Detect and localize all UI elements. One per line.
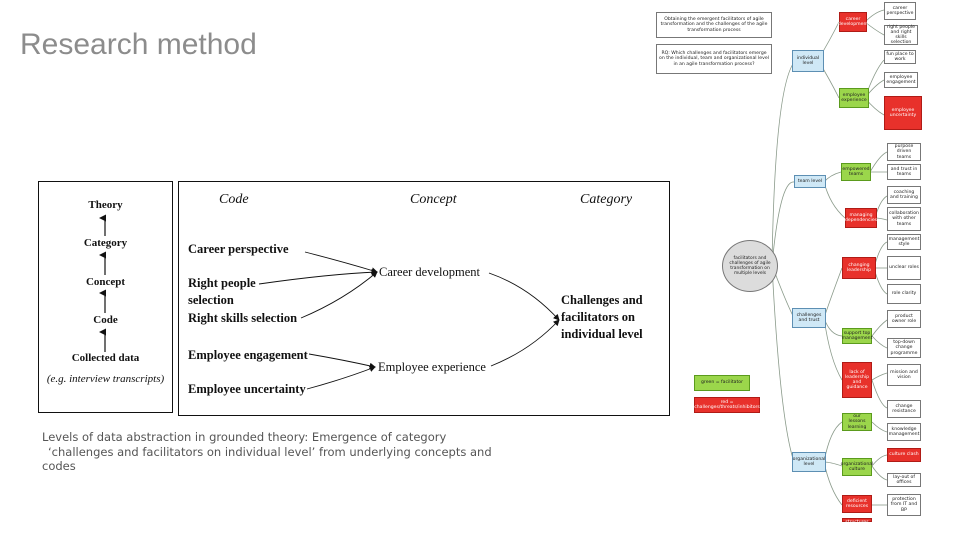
node-support-top-management: support top management: [842, 328, 872, 344]
arrow-career-development: [489, 273, 559, 320]
legend-challenge: red = challenges/threats/inhibitors: [694, 397, 760, 413]
mindmap: [650, 0, 928, 525]
node-role-clarity: role clarity: [887, 284, 921, 304]
node-change-resistance: change resistance: [887, 400, 921, 418]
arrow-career-perspective: [305, 252, 377, 272]
node-trust-teams: and trust in teams: [887, 164, 921, 180]
node-career-perspective: career perspective: [884, 2, 916, 20]
node-unclear-roles: unclear roles: [887, 256, 921, 280]
node-collaboration: collaboration with other teams: [887, 207, 921, 231]
node-top-down-change: top-down change programme: [887, 338, 921, 358]
level-concept: Concept: [85, 276, 126, 288]
mindmap-research-question: RQ: Which challenges and facilitators emerge on the individual, team and organizational level in an agile transformation process?: [656, 44, 772, 74]
mindmap-center-node: facilitators and challenges of agile transformation on multiple levels: [722, 240, 778, 292]
node-right-people: right people and right skills selection: [884, 25, 918, 45]
level-data-note: (e.g. interview transcripts): [46, 373, 165, 385]
concept-career-development: Career development: [379, 265, 480, 279]
level-category: Category: [83, 237, 128, 249]
header-category: Category: [580, 192, 633, 207]
node-career-development: career development: [839, 12, 867, 32]
slide-title: Research method: [20, 28, 257, 61]
arrow-employee-experience: [491, 320, 559, 366]
arrow-employee-uncertainty: [307, 367, 375, 389]
header-concept: Concept: [410, 192, 457, 207]
coding-figure: [178, 181, 670, 416]
node-lack-leadership: lack of leadership and guidance: [842, 362, 872, 398]
node-lessons-learning: our lessons learning: [842, 413, 872, 431]
node-challenges-trust: challenges and trust: [792, 308, 826, 328]
caption-line-1: Levels of data abstraction in grounded theory: Emergence of category: [42, 430, 447, 444]
node-management-style: management style: [887, 234, 921, 250]
node-organizational-level: organizational level: [792, 452, 826, 472]
caption-line-2: ‘challenges and facilitators on individual level’ from underlying concepts and: [48, 444, 492, 459]
abstraction-levels-figure: [38, 181, 173, 413]
node-protection-it: protection from IT and BP: [887, 494, 921, 516]
code-employee-uncertainty: Employee uncertainty: [188, 382, 306, 396]
arrow-right-people: [259, 272, 377, 284]
node-mission-vision: mission and vision: [887, 364, 921, 386]
code-right-skills: Right skills selection: [188, 311, 298, 325]
concept-employee-experience: Employee experience: [378, 360, 486, 374]
level-collected-data: Collected data: [71, 352, 140, 364]
code-right-people: Right people: [188, 276, 256, 290]
node-individual-level: individual level: [792, 50, 824, 72]
code-employee-engagement: Employee engagement: [188, 348, 308, 362]
node-employee-experience: employee experience: [839, 88, 869, 108]
header-code: Code: [219, 192, 249, 207]
node-culture-clash: culture clash: [887, 448, 921, 462]
node-knowledge-management: knowledge management: [887, 423, 921, 441]
node-layout-offices: lay-out of offices: [887, 473, 921, 487]
node-employee-engagement: employee engagement: [884, 72, 918, 88]
category-line-2: facilitators on: [561, 310, 635, 324]
level-theory: Theory: [88, 199, 123, 211]
legend-facilitator: green = facilitator: [694, 375, 750, 391]
node-informal-structures: informal structures: [842, 518, 872, 522]
node-coaching: coaching and training: [887, 186, 921, 204]
arrow-employee-engagement: [309, 354, 375, 367]
node-managing-dependencies: managing dependencies: [845, 208, 877, 228]
code-career-perspective: Career perspective: [188, 242, 289, 256]
node-employee-uncertainty: employee uncertainty: [884, 96, 922, 130]
node-product-owner: product owner role: [887, 310, 921, 328]
node-fun-place: fun place to work: [884, 50, 916, 64]
mindmap-objective: Obtaining the emergent facilitators of agile transformation and the challenges of the agile transformation process: [656, 12, 772, 38]
caption-line-3: codes: [42, 459, 76, 473]
level-code: Code: [93, 314, 118, 326]
category-line-1: Challenges and: [561, 293, 643, 307]
code-right-people-cont: selection: [188, 293, 234, 307]
node-purpose-teams: purpose driven teams: [887, 143, 921, 161]
arrow-right-skills: [301, 272, 377, 318]
node-team-level: team level: [794, 175, 826, 188]
node-organizational-culture: organizational culture: [842, 458, 872, 476]
category-line-3: individual level: [561, 327, 643, 341]
node-changing-leadership: changing leadership: [842, 257, 876, 279]
node-empowered-teams: empowered teams: [841, 163, 871, 181]
node-deficient-resources: deficient resources: [842, 495, 872, 513]
figure-caption: [42, 430, 512, 474]
